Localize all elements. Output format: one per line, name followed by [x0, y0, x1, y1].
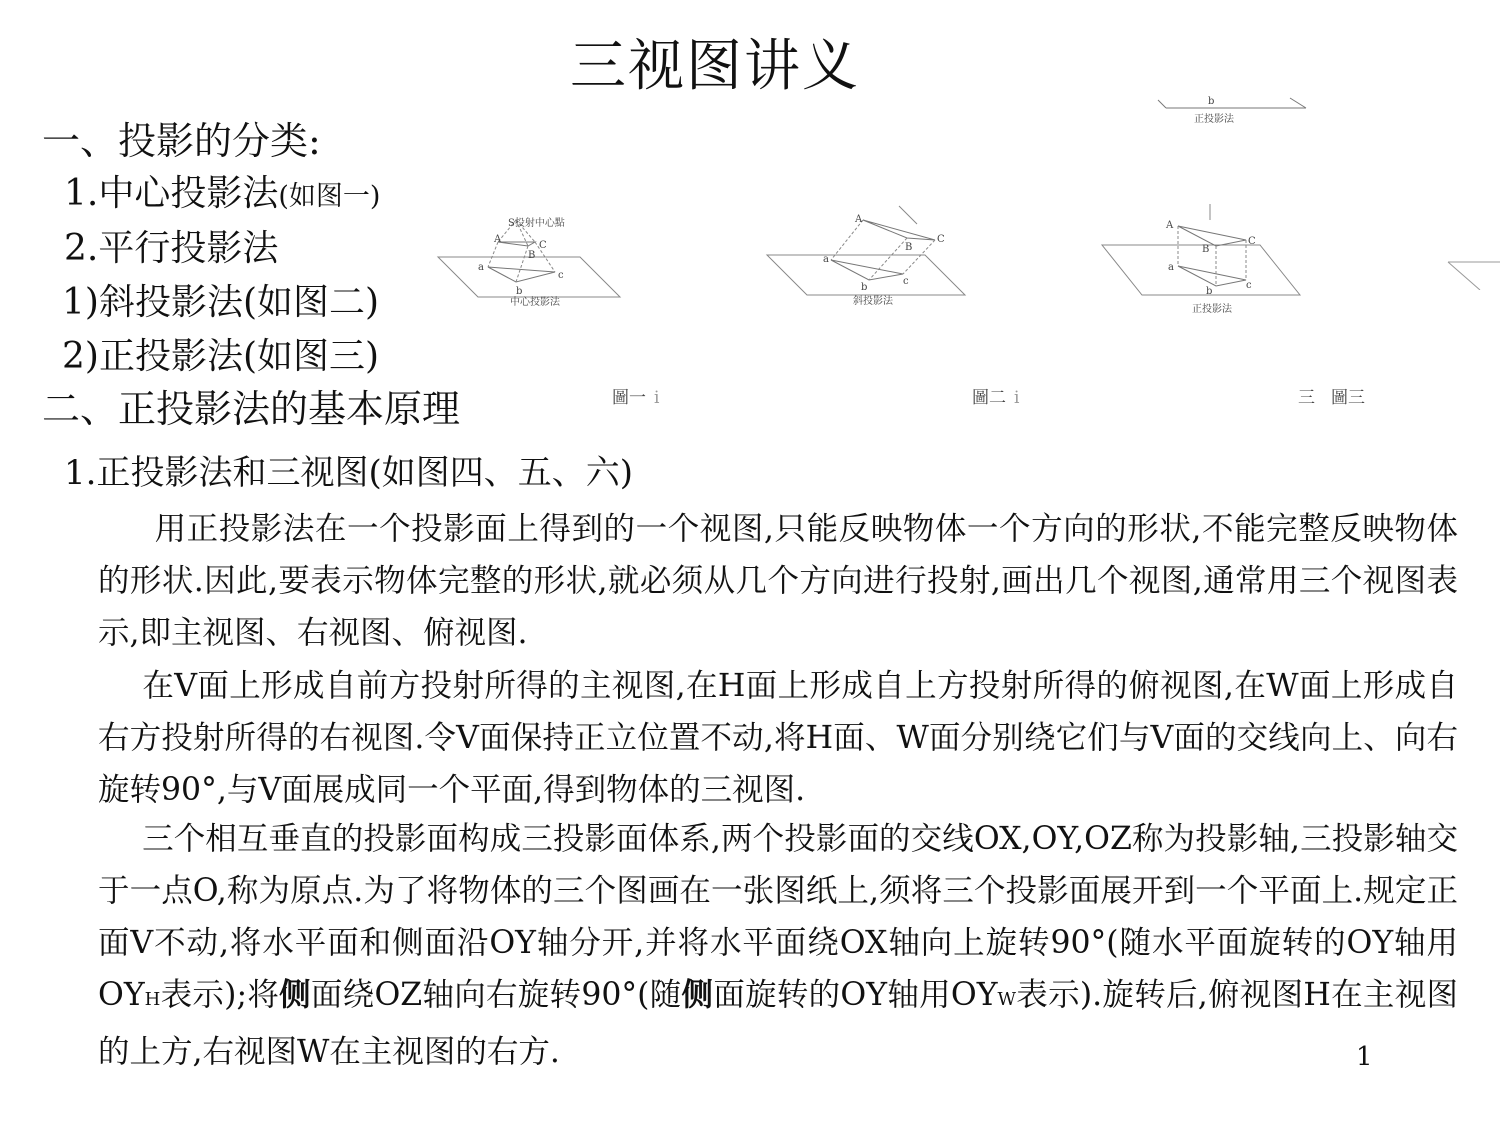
fig2-point-B: B: [905, 242, 913, 253]
paragraph-3-part-b: 表示);将: [160, 977, 280, 1013]
section1-item2: 2.平行投影法: [64, 228, 279, 269]
fig2-point-b: b: [861, 282, 868, 293]
paragraph-3: [98, 813, 1458, 1078]
fig1-center-label: S投射中心點: [508, 218, 565, 229]
top-fragment-letter: b: [1208, 96, 1215, 107]
fig3-point-C: C: [1248, 236, 1256, 247]
section2-item1: 1.正投影法和三视图(如图四、五、六): [64, 453, 633, 493]
section1-item2a: 1)斜投影法(如图二): [62, 282, 380, 323]
section1-item1-note: (如图一): [278, 181, 381, 212]
fig1-point-b: b: [516, 286, 523, 297]
figure-oblique-projection: [765, 200, 975, 312]
fig3-point-b: b: [1206, 286, 1213, 297]
paragraph-2-text: 在V面上形成自前方投射所得的主视图,在H面上形成自上方投射所得的俯视图,在W面上形成自右方投射所得的右视图.令V面保持正立位置不动,将H面、W面分别绕它们与V面的交线向上、向右旋转90°,与V面展成同一个平面,得到物体的三视图.: [98, 668, 1458, 808]
fig3-caption: 正投影法: [1192, 304, 1232, 315]
section2-heading: 二、正投影法的基本原理: [42, 387, 461, 431]
paragraph-1: [98, 503, 1458, 659]
orthographic-projection-diagram: [1100, 200, 1310, 320]
figure-orthographic-projection: [1100, 200, 1310, 320]
fig1-point-C: C: [539, 240, 547, 251]
fig1-point-a: a: [478, 262, 484, 273]
oblique-projection-diagram: [765, 200, 975, 312]
fig1-title: 圖一 ⅰ: [612, 388, 660, 408]
partial-figure-svg: [1440, 250, 1500, 290]
fig1-point-B: B: [528, 250, 536, 261]
paragraph-3-sub-h: H: [144, 989, 161, 1010]
fig2-point-c: c: [903, 276, 909, 287]
fig3-point-a: a: [1168, 262, 1174, 273]
fig1-point-c: c: [558, 270, 564, 281]
fig2-point-C: C: [937, 234, 945, 245]
top-fragment-svg: [1150, 92, 1310, 126]
fig3-title: 三 圖三: [1298, 388, 1365, 408]
paragraph-3-part-d: 面旋转的OY轴用OY: [713, 977, 998, 1013]
paragraph-3-bold-2: 侧: [681, 977, 714, 1013]
projection-plane: [1102, 245, 1300, 295]
fig2-caption: 斜投影法: [853, 296, 893, 307]
paragraph-3-part-a: 三个相互垂直的投影面构成三投影面体系,两个投影面的交线OX,OY,OZ称为投影轴,三投影轴交于一点O,称为原点.为了将物体的三个图画在一张图纸上,须将三个投影面展开到一个平面上.规定正面V不动,将水平面和侧面沿OY轴分开,并将水平面绕OX轴向上旋转90°(随水平面旋转的OY轴用OY: [98, 821, 1458, 1013]
figure-central-projection: [430, 212, 630, 312]
fig3-point-c: c: [1246, 280, 1252, 291]
paragraph-3-part-c: 面绕OZ轴向右旋转90°(随: [310, 977, 682, 1013]
paragraph-3-part-e: 表示).旋转后,俯视图H在主视图的上方,右视图W在主视图的右方.: [98, 977, 1458, 1070]
top-fragment-caption: 正投影法: [1194, 114, 1234, 125]
section1-item1-text: 1.中心投影法: [64, 173, 279, 214]
partial-figure-edge: [1440, 250, 1500, 290]
paragraph-3-sub-w: W: [997, 989, 1017, 1010]
section1-heading: 一、投影的分类:: [42, 119, 321, 163]
page-number: 1: [1356, 1042, 1373, 1072]
fig2-point-A: A: [855, 214, 863, 225]
section1-item2b: 2)正投影法(如图三): [62, 336, 380, 377]
section1-item1: [64, 165, 380, 216]
paragraph-1-text: 用正投影法在一个投影面上得到的一个视图,只能反映物体一个方向的形状,不能完整反映物体的形状.因此,要表示物体完整的形状,就必须从几个方向进行投射,画出几个视图,通常用三个视图表示,即主视图、右视图、俯视图.: [98, 511, 1458, 651]
fig1-title-ghost: [612, 352, 682, 360]
fig1-point-A: A: [494, 234, 502, 245]
page-title: 三视图讲义: [570, 34, 860, 99]
fig2-title: 圖二 ⅰ: [972, 388, 1020, 408]
top-figure-fragment: [1150, 92, 1310, 126]
paragraph-3-bold-1: 侧: [279, 977, 311, 1013]
fig3-point-A: A: [1166, 220, 1174, 231]
fig3-point-B: B: [1202, 244, 1210, 255]
central-projection-diagram: [430, 212, 630, 312]
projection-plane: [438, 257, 620, 297]
fig2-point-a: a: [823, 254, 829, 265]
paragraph-2: [98, 660, 1458, 816]
fig1-caption: 中心投影法: [510, 297, 560, 308]
